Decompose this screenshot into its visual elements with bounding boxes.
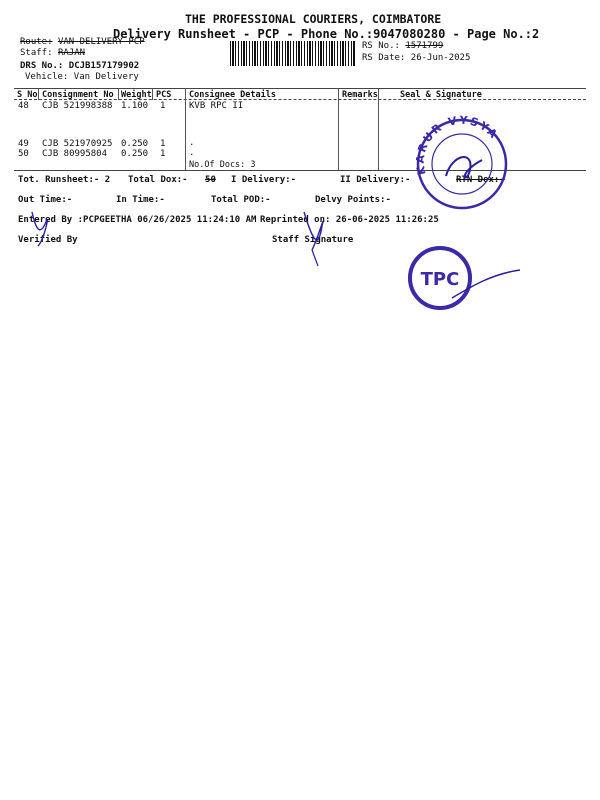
row-pcs: 1 — [160, 101, 166, 111]
row-weight: 0.250 — [121, 139, 149, 149]
rs-date-label: RS Date: — [362, 53, 406, 63]
rtn-dox: RTN Dox:- — [456, 175, 505, 185]
row-consignee: . — [189, 138, 195, 148]
row-sno: 50 — [18, 149, 29, 159]
drs-value: DCJB157179902 — [68, 61, 140, 71]
vehicle-label: Vehicle: — [25, 72, 69, 82]
rs-date-value: 26-Jun-2025 — [410, 53, 471, 63]
row-pcs: 1 — [160, 139, 166, 149]
row-consignee: . — [189, 148, 195, 158]
runsheet-title: Delivery Runsheet - PCP - Phone No.:9047080280 - Page No.:2 — [113, 27, 540, 41]
reprinted-on: Reprinted on: 26-06-2025 11:26:25 — [260, 215, 439, 225]
header-seal: Seal & Signature — [400, 90, 482, 100]
row-pcs: 1 — [160, 149, 166, 159]
row-sno: 49 — [18, 139, 29, 149]
company-title: THE PROFESSIONAL COURIERS, COIMBATORE — [185, 12, 442, 26]
ii-delivery: II Delivery:- — [340, 175, 411, 185]
header-weight: Weight — [121, 90, 152, 100]
svg-text:KARUR VYSYA — [414, 114, 501, 176]
delvy-points: Delvy Points:- — [315, 195, 391, 205]
total-dox-label: Total Dox:- — [128, 175, 188, 185]
route-value: VAN DELIVERY PCP — [57, 37, 145, 47]
route-label: Route: — [20, 37, 53, 47]
in-time: In Time:- — [116, 195, 165, 205]
rs-no-label: RS No.: — [362, 41, 400, 51]
header-consignment: Consignment No — [42, 90, 114, 100]
row-consignment: CJB 521970925 — [42, 139, 113, 149]
row-weight: 1.100 — [121, 101, 149, 111]
entered-by: Entered By :PCPGEETHA 06/26/2025 11:24:10 AM — [18, 215, 257, 225]
staff-label: Staff: — [20, 48, 53, 58]
row-consignment: CJB 80995804 — [42, 149, 108, 159]
rs-no-value: 1571799 — [405, 41, 444, 51]
out-time: Out Time:- — [18, 195, 73, 205]
vehicle-value: Van Delivery — [73, 72, 139, 82]
i-delivery: I Delivery:- — [231, 175, 297, 185]
docs-count: No.Of Docs: 3 — [189, 160, 256, 170]
row-sno: 48 — [18, 101, 29, 111]
staff-value: RAJAN — [57, 48, 86, 58]
bank-stamp — [412, 114, 512, 214]
header-sno: S No — [17, 90, 38, 100]
verified-by: Verified By — [18, 235, 78, 245]
total-runsheet: Tot. Runsheet:- 2 — [18, 175, 111, 185]
row-consignee: KVB RPC II — [189, 101, 244, 111]
tpc-logo-text: TPC — [420, 269, 460, 290]
drs-label: DRS No.: — [20, 61, 64, 71]
row-consignment: CJB 521998388 — [42, 101, 113, 111]
header-consignee: Consignee Details — [189, 90, 276, 100]
total-dox-value: 50 — [205, 175, 216, 185]
row-weight: 0.250 — [121, 149, 149, 159]
total-pod: Total POD:- — [211, 195, 271, 205]
stamp-text: KARUR VYSYA — [413, 114, 501, 177]
tpc-logo-stamp — [402, 240, 542, 320]
staff-signature-label: Staff Signature — [272, 235, 354, 245]
header-pcs: PCS — [156, 90, 172, 100]
header-remarks: Remarks — [342, 90, 378, 100]
